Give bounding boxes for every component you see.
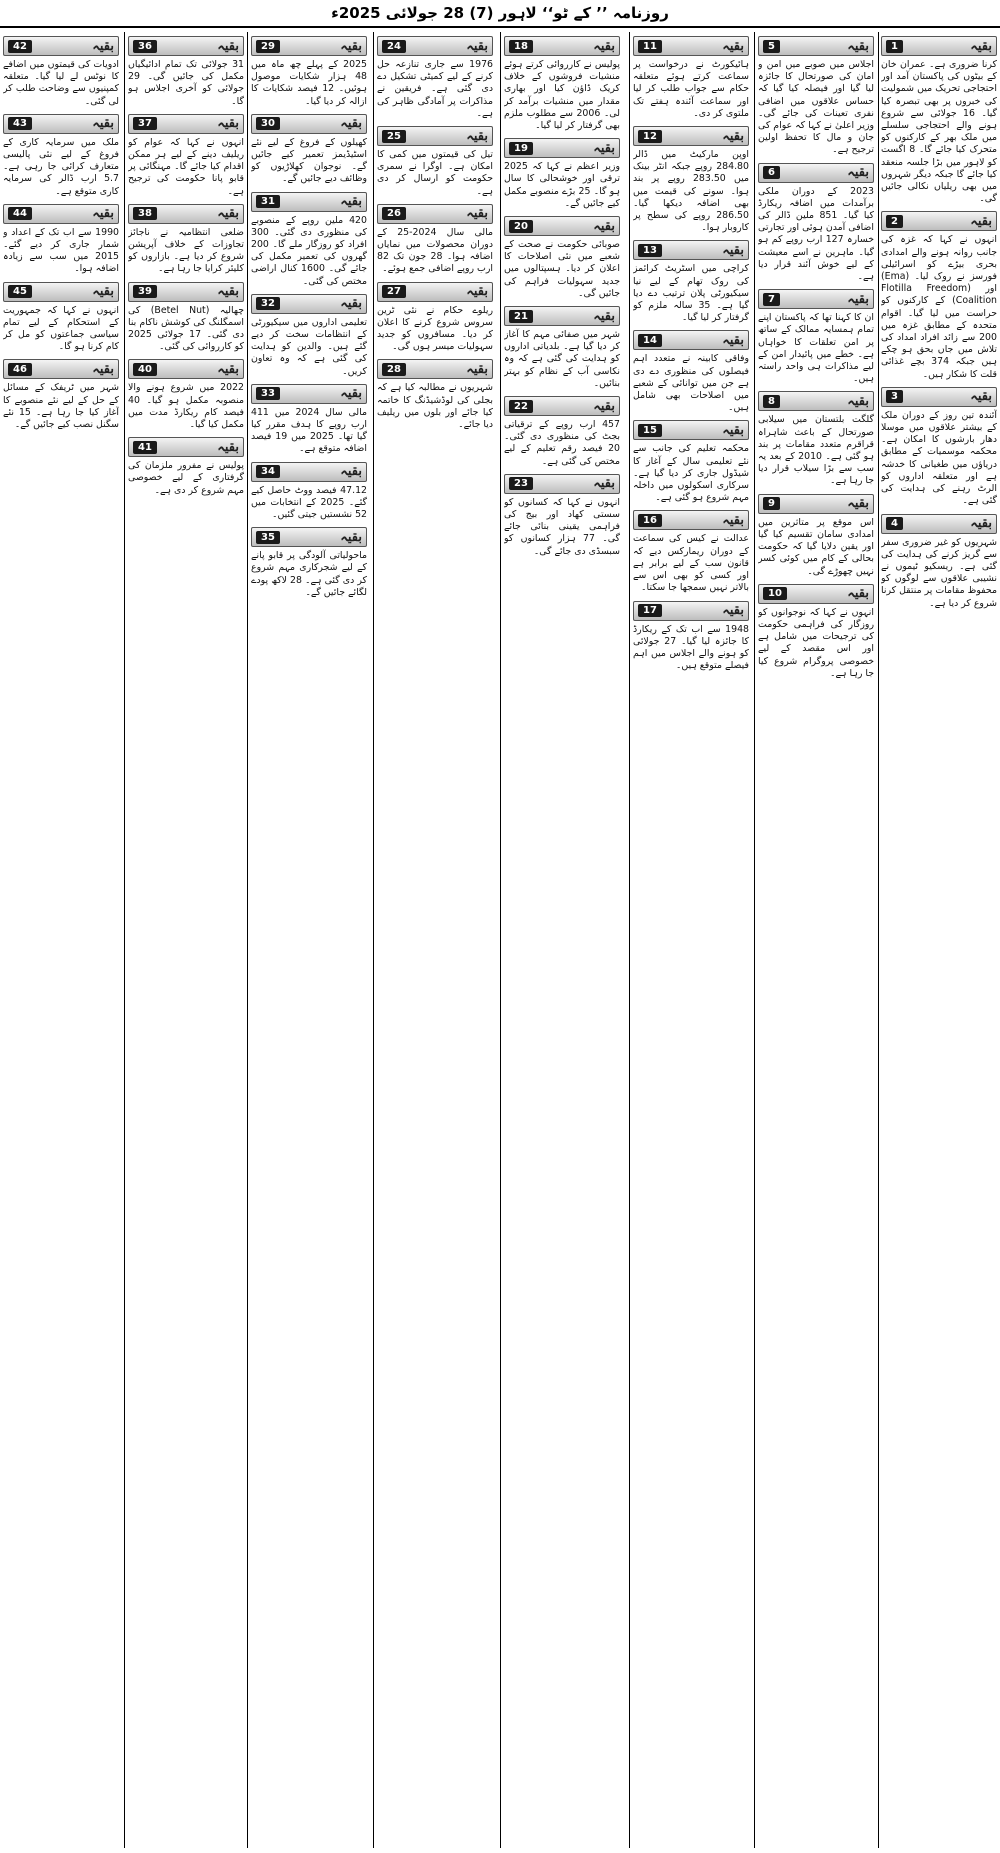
story-text: وزیر اعظم نے کہا کہ 2025 ترقی اور خوشحالی کا سال ہو گا۔ 25 بڑے منصوبے مکمل کیے جائیں گے۔	[504, 161, 620, 209]
column-4	[504, 32, 620, 1848]
story-number: 17	[638, 604, 662, 617]
story-number: 24	[382, 40, 406, 53]
column-rule	[878, 32, 879, 1848]
story-31	[251, 192, 367, 288]
story-banner	[504, 36, 620, 56]
story-label: بقیہ	[217, 38, 239, 54]
story-42	[3, 36, 119, 108]
story-5	[758, 36, 874, 157]
story-banner	[758, 391, 874, 411]
story-label: بقیہ	[92, 206, 114, 222]
story-text: 1976 سے جاری تنازعہ حل کرنے کے لیے کمیٹی تشکیل دے دی گئی ہے۔ فریقین نے مذاکرات پر آمادگی ظاہر کی ہے۔	[377, 59, 493, 119]
story-banner	[633, 330, 749, 350]
story-number: 16	[638, 514, 662, 527]
story-label: بقیہ	[217, 116, 239, 132]
story-number: 7	[763, 293, 780, 306]
story-label: بقیہ	[722, 128, 744, 144]
story-label: بقیہ	[722, 332, 744, 348]
story-label: بقیہ	[340, 296, 362, 312]
story-text: عدالت نے کیس کی سماعت کے دوران ریمارکس دیے کہ قانون سب کے لیے برابر ہے اور کسی کو بھی اس سے بالاتر نہیں سمجھا جا سکتا۔	[633, 533, 749, 594]
story-banner	[3, 359, 119, 379]
story-number: 6	[763, 166, 780, 179]
column-rule	[124, 32, 125, 1848]
story-number: 45	[8, 285, 32, 298]
story-banner	[3, 204, 119, 224]
story-label: بقیہ	[466, 206, 488, 222]
story-text: اوپن مارکیٹ میں ڈالر 284.80 روپے جبکہ انٹر بینک میں 283.50 روپے پر بند ہوا۔ سونے کی قیمت میں بھی اضافہ دیکھا گیا۔ 286.50 روپے کی سطح پر کاروبار ہوا۔	[633, 149, 749, 234]
story-label: بقیہ	[970, 213, 992, 229]
story-banner	[128, 359, 244, 379]
story-text: 1990 سے اب تک کے اعداد و شمار جاری کر دیے گئے۔ 2015 میں سب سے زیادہ اضافہ ہوا۔	[3, 226, 119, 275]
story-33	[251, 384, 367, 456]
story-banner	[758, 584, 874, 604]
story-19	[504, 138, 620, 210]
story-number: 4	[886, 517, 903, 530]
story-number: 27	[382, 285, 406, 298]
story-banner	[881, 514, 997, 534]
story-number: 15	[638, 424, 662, 437]
story-label: بقیہ	[340, 116, 362, 132]
story-text: ضلعی انتظامیہ نے ناجائز تجاوزات کے خلاف آپریشن شروع کر دیا ہے۔ بازاروں کو کلیئر کرایا جا رہا ہے۔	[128, 226, 244, 275]
story-39	[128, 282, 244, 354]
story-banner	[633, 510, 749, 530]
story-number: 2	[886, 215, 903, 228]
story-number: 42	[8, 40, 32, 53]
story-number: 37	[133, 117, 157, 130]
story-number: 25	[382, 130, 406, 143]
story-banner	[633, 601, 749, 621]
story-label: بقیہ	[92, 38, 114, 54]
story-label: بقیہ	[340, 464, 362, 480]
story-number: 14	[638, 334, 662, 347]
story-text: وفاقی کابینہ نے متعدد اہم فیصلوں کی منظوری دے دی ہے جن میں توانائی کے شعبے میں اصلاحات بھی شامل ہیں۔	[633, 353, 749, 414]
story-17	[633, 601, 749, 673]
story-banner	[758, 163, 874, 183]
story-number: 41	[133, 441, 157, 454]
story-37	[128, 114, 244, 198]
story-label: بقیہ	[217, 284, 239, 300]
story-text: تعلیمی اداروں میں سیکیورٹی کے انتظامات سخت کر دیے گئے ہیں۔ والدین کو ہدایت کی گئی ہے کہ وہ تعاون کریں۔	[251, 316, 367, 377]
story-32	[251, 294, 367, 378]
story-28	[377, 359, 493, 431]
story-text: 31 جولائی تک تمام ادائیگیاں مکمل کی جائیں گی۔ 29 جولائی کو آخری اجلاس ہو گا۔	[128, 59, 244, 107]
story-number: 10	[763, 587, 787, 600]
story-16	[633, 510, 749, 594]
story-label: بقیہ	[593, 140, 615, 156]
story-9	[758, 494, 874, 578]
story-24	[377, 36, 493, 120]
story-label: بقیہ	[466, 361, 488, 377]
story-22	[504, 396, 620, 468]
story-text: ریلوے حکام نے نئی ٹرین سروس شروع کرنے کا اعلان کر دیا۔ مسافروں کو جدید سہولیات میسر ہوں گی۔	[377, 304, 493, 353]
column-rule	[629, 32, 630, 1848]
column-2	[758, 32, 874, 1848]
story-text: کھیلوں کے فروغ کے لیے نئے اسٹیڈیمز تعمیر کیے جائیں گے۔ نوجوان کھلاڑیوں کو وظائف دیے جائیں گے۔	[251, 136, 367, 185]
story-29	[251, 36, 367, 108]
story-banner	[377, 126, 493, 146]
page-masthead: روزنامہ ’’ کے ٹو‘‘ لاہور (7) 28 جولائی 2025ء	[0, 0, 1000, 28]
column-6	[251, 32, 367, 1848]
story-number: 33	[256, 387, 280, 400]
story-34	[251, 462, 367, 522]
story-label: بقیہ	[340, 529, 362, 545]
story-banner	[504, 306, 620, 326]
story-text: پولیس نے مفرور ملزمان کی گرفتاری کے لیے خصوصی مہم شروع کر دی ہے۔	[128, 460, 244, 496]
story-banner	[128, 114, 244, 134]
story-40	[128, 359, 244, 431]
story-label: بقیہ	[593, 218, 615, 234]
story-number: 21	[509, 310, 533, 323]
story-number: 9	[763, 497, 780, 510]
story-banner	[3, 114, 119, 134]
story-36	[128, 36, 244, 108]
story-banner	[633, 420, 749, 440]
story-banner	[251, 294, 367, 314]
story-label: بقیہ	[340, 38, 362, 54]
story-text: اس موقع پر متاثرین میں امدادی سامان تقسیم کیا گیا اور یقین دلایا گیا کہ حکومت بحالی کے کام میں کوئی کسر نہیں چھوڑے گی۔	[758, 516, 874, 577]
story-number: 18	[509, 40, 533, 53]
story-banner	[128, 36, 244, 56]
story-11	[633, 36, 749, 120]
story-number: 29	[256, 40, 280, 53]
story-label: بقیہ	[847, 38, 869, 54]
story-banner	[633, 126, 749, 146]
story-banner	[251, 114, 367, 134]
story-number: 35	[256, 531, 280, 544]
story-15	[633, 420, 749, 504]
story-number: 11	[638, 40, 662, 53]
story-number: 39	[133, 285, 157, 298]
story-20	[504, 216, 620, 300]
column-7	[128, 32, 244, 1848]
story-3	[881, 387, 997, 508]
story-number: 23	[509, 477, 533, 490]
story-12	[633, 126, 749, 234]
story-label: بقیہ	[593, 38, 615, 54]
story-1	[881, 36, 997, 205]
story-banner	[377, 282, 493, 302]
story-label: بقیہ	[466, 128, 488, 144]
story-number: 13	[638, 244, 662, 257]
story-banner	[128, 204, 244, 224]
story-banner	[758, 36, 874, 56]
column-8	[3, 32, 119, 1848]
story-banner	[128, 437, 244, 457]
story-label: بقیہ	[722, 242, 744, 258]
story-41	[128, 437, 244, 497]
story-label: بقیہ	[593, 476, 615, 492]
story-38	[128, 204, 244, 276]
story-text: مالی سال 2024-25 کے دوران محصولات میں نمایاں اضافہ ہوا۔ 28 جون تک 82 ارب روپے اضافی جمع ہوئے۔	[377, 226, 493, 275]
story-label: بقیہ	[92, 361, 114, 377]
story-number: 44	[8, 207, 32, 220]
story-banner	[881, 36, 997, 56]
story-label: بقیہ	[847, 165, 869, 181]
story-44	[3, 204, 119, 276]
story-text: 47.12 فیصد ووٹ حاصل کیے گئے۔ 2025 کے انتخابات میں 52 نشستیں جیتی گئیں۔	[251, 484, 367, 521]
story-text: 457 ارب روپے کے ترقیاتی بجٹ کی منظوری دی گئی۔ 20 فیصد رقم تعلیم کے لیے مختص کی گئی ہے۔	[504, 419, 620, 467]
story-27	[377, 282, 493, 354]
story-text: کرنا ضروری ہے۔ عمران خان کے بیٹوں کی پاکستان آمد اور احتجاجی تحریک میں شمولیت کی خبروں پر بھی تبصرہ کیا گیا۔ 16 جولائی سے شروع ہونے والے احتجاجی سلسلے میں ملک بھر کے کارکنوں کو متحرک کیا جائے گا۔ 8 اگست کو لاہور میں بڑا جلسہ منعقد کیا جائے گا جبکہ دیگر شہروں میں بھی ریلیاں نکالی جائیں گی۔	[881, 59, 997, 205]
story-label: بقیہ	[340, 194, 362, 210]
story-text: صوبائی حکومت نے صحت کے شعبے میں نئی اصلاحات کا اعلان کر دیا۔ ہسپتالوں میں جدید سہولیات فراہم کی جائیں گی۔	[504, 239, 620, 299]
story-banner	[251, 192, 367, 212]
story-18	[504, 36, 620, 132]
story-banner	[633, 240, 749, 260]
story-text: 420 ملین روپے کے منصوبے کی منظوری دی گئی۔ 300 افراد کو روزگار ملے گا۔ 200 گھروں کی تعمیر مکمل کی جائے گی۔ 1600 کنال اراضی مختص کی گئی۔	[251, 214, 367, 287]
story-text: شہریوں کو غیر ضروری سفر سے گریز کرنے کی ہدایت کی گئی ہے۔ ریسکیو ٹیموں نے نشیبی علاقوں سے لوگوں کو محفوظ مقامات پر منتقل کرنا شروع کر دیا ہے۔	[881, 536, 997, 609]
story-label: بقیہ	[217, 361, 239, 377]
story-number: 8	[763, 395, 780, 408]
story-number: 32	[256, 297, 280, 310]
story-label: بقیہ	[722, 38, 744, 54]
story-banner	[377, 36, 493, 56]
story-number: 40	[133, 363, 157, 376]
story-number: 31	[256, 195, 280, 208]
story-number: 19	[509, 142, 533, 155]
column-3	[633, 32, 749, 1848]
story-text: ملک میں سرمایہ کاری کے فروغ کے لیے نئی پالیسی متعارف کرائی جا رہی ہے۔ 5.7 ارب ڈالر کی سرمایہ کاری متوقع ہے۔	[3, 136, 119, 197]
story-text: 2022 میں شروع ہونے والا منصوبہ مکمل ہو گیا۔ 40 فیصد کام ریکارڈ مدت میں مکمل کیا گیا۔	[128, 382, 244, 431]
story-30	[251, 114, 367, 186]
story-banner	[881, 387, 997, 407]
story-43	[3, 114, 119, 198]
story-label: بقیہ	[340, 386, 362, 402]
story-banner	[3, 282, 119, 302]
story-label: بقیہ	[92, 284, 114, 300]
story-banner	[251, 462, 367, 482]
story-label: بقیہ	[593, 308, 615, 324]
column-rule	[247, 32, 248, 1848]
story-label: بقیہ	[92, 116, 114, 132]
story-text: گلگت بلتستان میں سیلابی صورتحال کے باعث شاہراہ قراقرم متعدد مقامات پر بند ہو گئی ہے۔ 2010 کے بعد یہ سب سے بڑا سیلاب قرار دیا جا رہا ہے۔	[758, 414, 874, 487]
story-banner	[504, 216, 620, 236]
story-number: 26	[382, 207, 406, 220]
story-text: ماحولیاتی آلودگی پر قابو پانے کے لیے شجرکاری مہم شروع کر دی گئی ہے۔ 28 لاکھ پودے لگائے جائیں گے۔	[251, 550, 367, 598]
story-number: 28	[382, 363, 406, 376]
story-number: 5	[763, 40, 780, 53]
story-number: 30	[256, 117, 280, 130]
story-label: بقیہ	[847, 586, 869, 602]
story-text: ادویات کی قیمتوں میں اضافے کا نوٹس لے لیا گیا۔ متعلقہ کمپنیوں سے وضاحت طلب کر لی گئی۔	[3, 59, 119, 107]
story-banner	[251, 527, 367, 547]
story-label: بقیہ	[722, 422, 744, 438]
story-banner	[251, 384, 367, 404]
column-1	[881, 32, 997, 1848]
story-text: آئندہ تین روز کے دوران ملک کے بیشتر علاقوں میں موسلا دھار بارشوں کا امکان ہے۔ محکمہ موسمیات کے مطابق دریاؤں میں طغیانی کا خدشہ ہے اور متعلقہ اداروں کو الرٹ رہنے کی ہدایت کی گئی ہے۔	[881, 409, 997, 507]
story-number: 22	[509, 400, 533, 413]
story-number: 20	[509, 220, 533, 233]
story-banner	[377, 359, 493, 379]
story-21	[504, 306, 620, 390]
story-text: 1948 سے اب تک کے ریکارڈ کا جائزہ لیا گیا۔ 27 جولائی کو ہونے والے اجلاس میں اہم فیصلے متوقع ہیں۔	[633, 623, 749, 672]
story-banner	[377, 204, 493, 224]
story-label: بقیہ	[217, 439, 239, 455]
column-5	[377, 32, 493, 1848]
story-banner	[251, 36, 367, 56]
story-text: ان کا کہنا تھا کہ پاکستان اپنے تمام ہمسایہ ممالک کے ساتھ پر امن تعلقات کا خواہاں ہے۔ خطے میں پائیدار امن کے لیے مذاکرات ہی واحد راستہ ہیں۔	[758, 312, 874, 385]
story-number: 34	[256, 465, 280, 478]
story-8	[758, 391, 874, 487]
column-rule	[500, 32, 501, 1848]
story-14	[633, 330, 749, 414]
story-text: انہوں نے کہا کہ عوام کو ریلیف دینے کے لیے ہر ممکن اقدام کیا جائے گا۔ مہنگائی پر قابو پانا حکومت کی ترجیح ہے۔	[128, 136, 244, 197]
story-35	[251, 527, 367, 599]
story-label: بقیہ	[217, 206, 239, 222]
story-label: بقیہ	[847, 496, 869, 512]
story-label: بقیہ	[722, 603, 744, 618]
story-banner	[128, 282, 244, 302]
story-label: بقیہ	[722, 512, 744, 528]
story-banner	[504, 474, 620, 494]
story-label: بقیہ	[466, 284, 488, 300]
story-label: بقیہ	[593, 398, 615, 414]
story-46	[3, 359, 119, 431]
story-text: کراچی میں اسٹریٹ کرائمز کی روک تھام کے لیے نیا سیکیورٹی پلان ترتیب دے دیا گیا ہے۔ 35 سالہ ملزم کو گرفتار کر لیا گیا۔	[633, 263, 749, 324]
story-4	[881, 514, 997, 610]
story-label: بقیہ	[970, 516, 992, 531]
story-26	[377, 204, 493, 276]
story-banner	[758, 289, 874, 309]
story-label: بقیہ	[847, 393, 869, 409]
story-banner	[881, 211, 997, 231]
story-label: بقیہ	[970, 389, 992, 405]
story-number: 1	[886, 40, 903, 53]
story-text: انہوں نے کہا کہ کسانوں کو سستی کھاد اور بیج کی فراہمی یقینی بنائی جائے گی۔ 77 ہزار کسانوں کو سبسڈی دی جائے گی۔	[504, 496, 620, 557]
story-number: 12	[638, 130, 662, 143]
story-text: چھالیہ (Betel Nut) کی اسمگلنگ کی کوشش ناکام بنا دی گئی۔ 17 جولائی 2025 کو کارروائی کی گئی۔	[128, 304, 244, 353]
story-text: محکمہ تعلیم کی جانب سے نئے تعلیمی سال کے آغاز کا شیڈول جاری کر دیا گیا ہے۔ سرکاری اسکولوں میں داخلہ مہم شروع ہو گئی ہے۔	[633, 443, 749, 504]
story-banner	[633, 36, 749, 56]
story-text: مالی سال 2024 میں 411 ارب روپے کا ہدف مقرر کیا گیا تھا۔ 2025 میں 19 فیصد اضافہ متوقع ہے۔	[251, 406, 367, 455]
story-number: 3	[886, 390, 903, 403]
story-label: بقیہ	[970, 38, 992, 54]
story-text: ہائیکورٹ نے درخواست پر سماعت کرتے ہوئے متعلقہ حکام سے جواب طلب کر لیا اور سماعت آئندہ ہفتے تک ملتوی کر دی۔	[633, 59, 749, 119]
story-banner	[758, 494, 874, 514]
story-text: پولیس نے کارروائی کرتے ہوئے منشیات فروشوں کے خلاف کریک ڈاؤن کیا اور بھاری مقدار میں منشیات برآمد کر لی۔ 2006 سے مطلوب ملزم بھی گرفتار کر لیا گیا۔	[504, 59, 620, 132]
story-text: 2023 کے دوران ملکی برآمدات میں اضافہ ریکارڈ کیا گیا۔ 851 ملین ڈالر کی اضافی آمدن ہوئی اور تجارتی خسارہ 127 ارب روپے کم ہو گیا۔ ماہرین نے اسے معیشت کے لیے خوش آئند قرار دیا ہے۔	[758, 185, 874, 283]
story-10	[758, 584, 874, 680]
story-banner	[504, 138, 620, 158]
story-number: 38	[133, 207, 157, 220]
story-banner	[504, 396, 620, 416]
story-text: 2025 کے پہلے چھ ماہ میں 48 ہزار شکایات موصول ہوئیں۔ 12 فیصد شکایات کا ازالہ کر دیا گیا۔	[251, 59, 367, 107]
column-rule	[373, 32, 374, 1848]
story-label: بقیہ	[466, 38, 488, 54]
story-2	[881, 211, 997, 380]
story-text: شہریوں نے مطالبہ کیا ہے کہ بجلی کی لوڈشیڈنگ کا خاتمہ کیا جائے اور بلوں میں ریلیف دیا جائے۔	[377, 382, 493, 431]
story-45	[3, 282, 119, 354]
story-6	[758, 163, 874, 284]
story-text: شہر میں ٹریفک کے مسائل کے حل کے لیے نئے منصوبے کا آغاز کیا جا رہا ہے۔ 15 نئے سگنل نصب کیے جائیں گے۔	[3, 382, 119, 431]
story-text: اجلاس میں صوبے میں امن و امان کی صورتحال کا جائزہ لیا گیا اور فیصلہ کیا گیا کہ حساس علاقوں میں اضافی نفری تعینات کی جائے گی۔ وزیر اعلیٰ نے کہا کہ عوام کی جان و مال کا تحفظ اولین ترجیح ہے۔	[758, 59, 874, 156]
story-number: 46	[8, 363, 32, 376]
story-7	[758, 289, 874, 385]
story-text: شہر میں صفائی مہم کا آغاز کر دیا گیا ہے۔ بلدیاتی اداروں کو ہدایت کی گئی ہے کہ وہ نکاسی آب کے نظام کو بہتر بنائیں۔	[504, 329, 620, 389]
story-banner	[3, 36, 119, 56]
story-23	[504, 474, 620, 558]
story-text: تیل کی قیمتوں میں کمی کا امکان ہے۔ اوگرا نے سمری حکومت کو ارسال کر دی ہے۔	[377, 149, 493, 197]
story-text: انہوں نے کہا کہ نوجوانوں کو روزگار کی فراہمی حکومت کی ترجیحات میں شامل ہے اور اس مقصد کے لیے خصوصی پروگرام شروع کیا جا رہا ہے۔	[758, 606, 874, 679]
story-25	[377, 126, 493, 198]
story-number: 36	[133, 40, 157, 53]
story-text: انہوں نے کہا کہ غزہ کی جانب روانہ ہونے والے امدادی بحری بیڑے کو اسرائیلی فورسز نے روک لیا۔ (Ema) اور (Flotilla Freedom Coalition) کے کارکنوں کو حراست میں لیا گیا۔ اقوام متحدہ کے مطابق غزہ میں 200 سے زائد افراد امداد کی تلاش میں جاں بحق ہو چکے ہیں جبکہ 374 بچے غذائی قلت کا شکار ہیں۔	[881, 234, 997, 380]
column-rule	[754, 32, 755, 1848]
story-number: 43	[8, 117, 32, 130]
story-13	[633, 240, 749, 324]
story-text: انہوں نے کہا کہ جمہوریت کے استحکام کے لیے تمام سیاسی جماعتوں کو مل کر کام کرنا ہو گا۔	[3, 304, 119, 353]
story-label: بقیہ	[847, 291, 869, 307]
